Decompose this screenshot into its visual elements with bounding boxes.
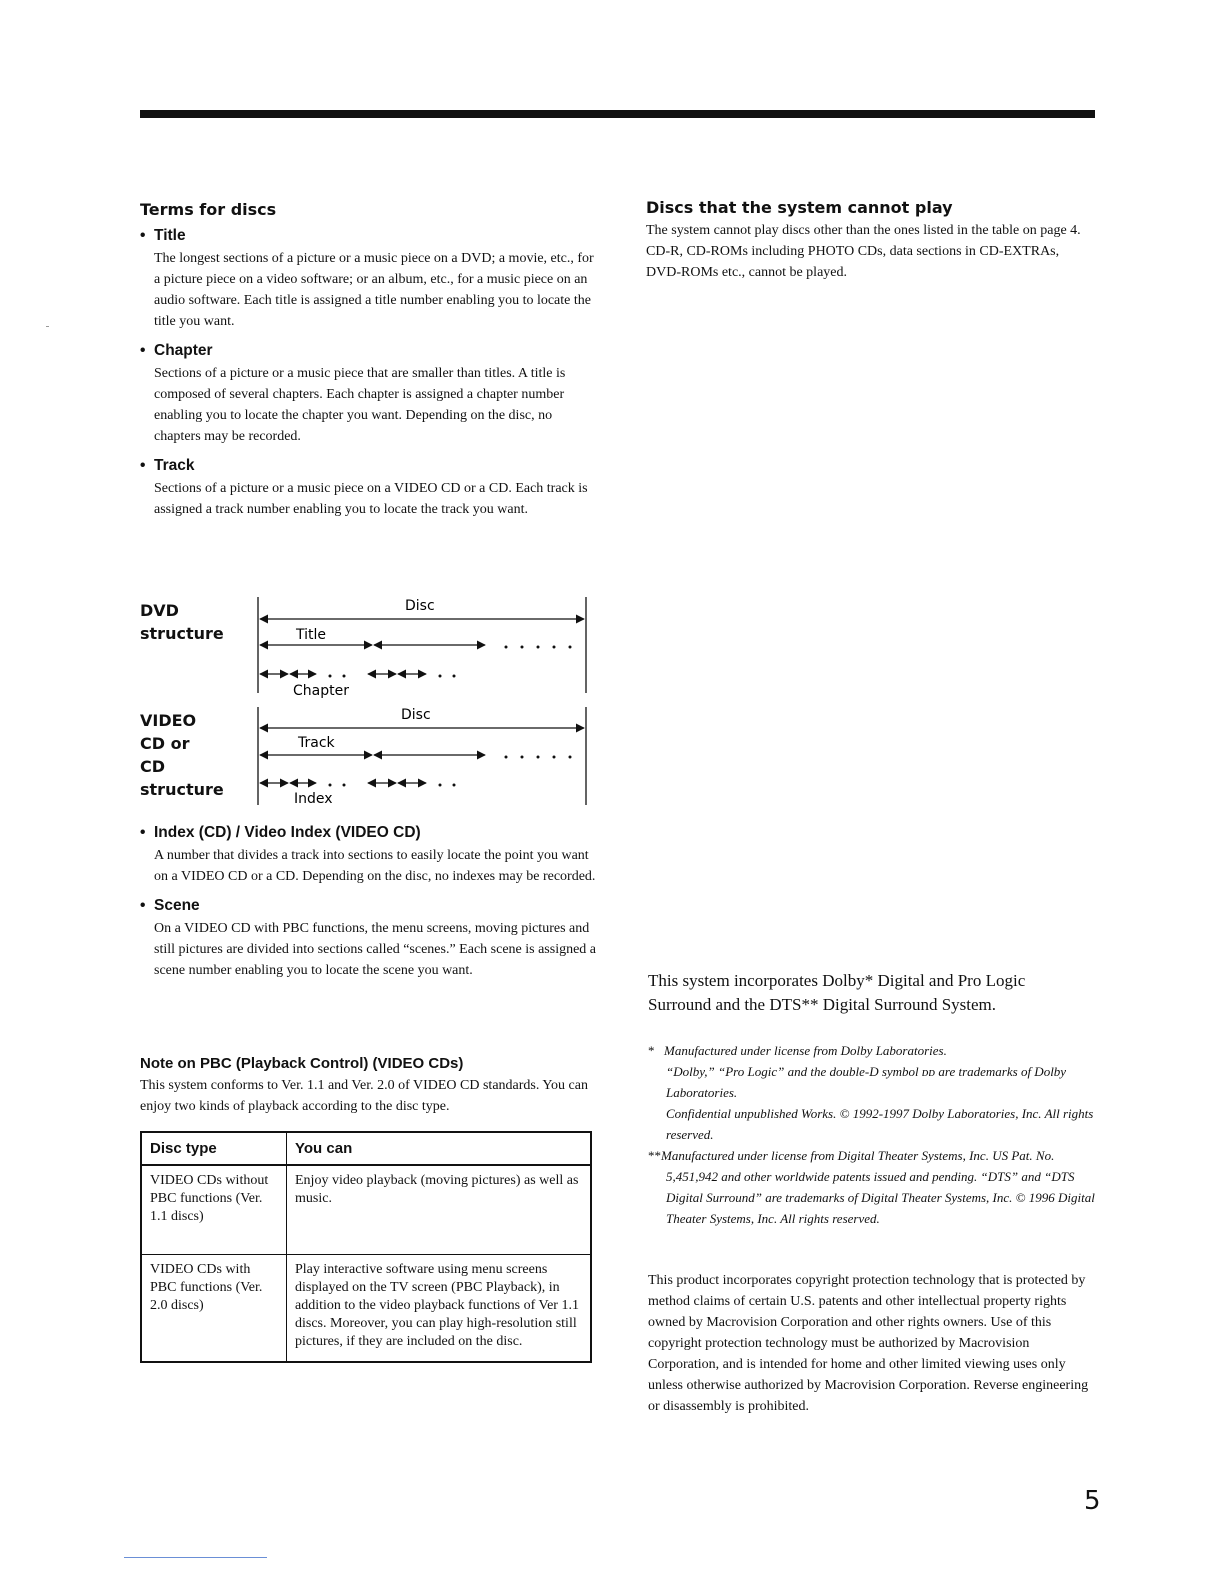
cannot-play-text: The system cannot play discs other than the ones listed in the table on page 4. CD-R, CD-ROMs including PHOTO CDs, data sections in CD-EXTRAs, DVD-ROMs etc., cannot be played. (646, 223, 1081, 280)
pbc-note-section (140, 1055, 595, 1363)
macrovision-section (648, 1270, 1098, 1417)
terms-section-2 (140, 824, 600, 991)
table-row (141, 1165, 591, 1255)
footnote-mark: * (648, 1043, 655, 1058)
header-rule (140, 110, 1095, 118)
continuation-dots (329, 646, 572, 787)
term-heading: Index (CD) / Video Index (VIDEO CD) (154, 824, 421, 841)
vcd-track-label: Track (298, 735, 335, 751)
dolby-section (648, 969, 1088, 1017)
bullet-icon: • (140, 227, 146, 244)
table-header-row (141, 1132, 591, 1165)
cannot-play-heading: Discs that the system cannot play (646, 198, 953, 217)
table-cell: VIDEO CDs with PBC functions (Ver. 2.0 discs) (141, 1255, 287, 1363)
footnote-dts (648, 1145, 1098, 1229)
bullet-icon: • (140, 897, 146, 914)
table-cell: Enjoy video playback (moving pictures) as well as music. (287, 1165, 592, 1255)
terms-heading: Terms for discs (140, 200, 277, 219)
vcd-index-label: Index (294, 791, 333, 807)
bottom-mark (124, 1557, 267, 1558)
table-header: You can (287, 1132, 592, 1165)
macrovision-text: This product incorporates copyright protection technology that is protected by method claims of certain U.S. patents and other intellectual property rights owned by Macrovision Corporation and other rights owners. Use of this copyright protection technology must be authorized by Macrovision Corporation, and is intended for home and other limited viewing uses only unless otherwise authorized by Macrovision Corporation. Reverse engineering or disassembly is prohibited. (648, 1273, 1089, 1414)
dvd-title-label: Title (296, 627, 327, 643)
footnote-line: Manufactured under license from Digital Theater Systems, Inc. US Pat. No. 5,451,942 and other worldwide patents issued and pending. “DTS” and “DTS Digital Surround” are trademarks of Digital Theater Systems, Inc. © 1996 Digital Theater Systems, Inc. All rights reserved. (661, 1148, 1095, 1226)
footnotes (648, 1040, 1098, 1229)
term-track (140, 457, 600, 520)
term-heading: Title (154, 227, 186, 244)
footnote-line: “Dolby,” “Pro Logic” and the double-D symbol ᴅᴅ are trademarks of Dolby Laboratories. (666, 1064, 1067, 1100)
term-text: Sections of a picture or a music piece that are smaller than titles. A title is composed of several chapters. Each chapter is assigned a chapter number enabling you to locate the chapter you want. Depending on the disc, no chapters may be recorded. (154, 366, 566, 444)
term-scene (140, 897, 600, 981)
footnote-mark: ** (648, 1148, 661, 1163)
term-text: The longest sections of a picture or a music piece on a DVD; a movie, etc., for a picture piece on a video software; or an album, etc., for a music piece on an audio software. Each title is assigned a title number enabling you to locate the title you want. (154, 251, 594, 329)
structure-svg (140, 595, 600, 810)
dvd-chapter-label: Chapter (293, 683, 349, 699)
term-heading: Scene (154, 897, 200, 914)
dvd-label: DVD structure (140, 601, 224, 643)
vcd-label: VIDEO CD or CD structure (140, 711, 224, 799)
dvd-disc-label: Disc (405, 598, 435, 614)
table-cell: VIDEO CDs without PBC functions (Ver. 1.1 discs) (141, 1165, 287, 1255)
disc-structure-diagram (140, 595, 600, 810)
term-heading: Track (154, 457, 195, 474)
footnote-line: Confidential unpublished Works. © 1992-1997 Dolby Laboratories, Inc. All rights reserved. (666, 1106, 1094, 1142)
term-chapter (140, 342, 600, 447)
pbc-note-heading: Note on PBC (Playback Control) (VIDEO CDs) (140, 1055, 464, 1072)
term-text: Sections of a picture or a music piece on a VIDEO CD or a CD. Each track is assigned a track number enabling you to locate the track you want. (154, 481, 588, 517)
footnote-dolby (648, 1040, 1098, 1145)
footnote-line: Manufactured under license from Dolby Laboratories. (664, 1043, 947, 1058)
pbc-note-text: This system conforms to Ver. 1.1 and Ver. 2.0 of VIDEO CD standards. You can enjoy two kinds of playback according to the disc type. (140, 1078, 588, 1114)
term-heading: Chapter (154, 342, 213, 359)
table-row (141, 1255, 591, 1363)
term-text: A number that divides a track into sections to easily locate the point you want on a VIDEO CD or a CD. Depending on the disc, no indexes may be recorded. (154, 848, 596, 884)
margin-mark (46, 326, 49, 327)
pbc-table (140, 1131, 592, 1363)
term-index (140, 824, 600, 887)
bullet-icon: • (140, 824, 146, 841)
term-text: On a VIDEO CD with PBC functions, the menu screens, moving pictures and still pictures are divided into sections called “scenes.” Each scene is assigned a scene number enabling you to locate the scene you want. (154, 921, 597, 978)
dolby-text: This system incorporates Dolby* Digital and Pro Logic Surround and the DTS** Digital Surround System. (648, 971, 1026, 1014)
vcd-disc-label: Disc (401, 707, 431, 723)
table-header: Disc type (141, 1132, 287, 1165)
terms-section (140, 200, 600, 530)
table-cell: Play interactive software using menu screens displayed on the TV screen (PBC Playback), in addition to the video playback functions of Ver 1.1 discs. Moreover, you can play high-resolution still pictures, if they are included on the disc. (287, 1255, 592, 1363)
term-title (140, 227, 600, 332)
page-number: 5 (1084, 1486, 1101, 1516)
bullet-icon: • (140, 457, 146, 474)
bullet-icon: • (140, 342, 146, 359)
cannot-play-section (646, 198, 1096, 283)
